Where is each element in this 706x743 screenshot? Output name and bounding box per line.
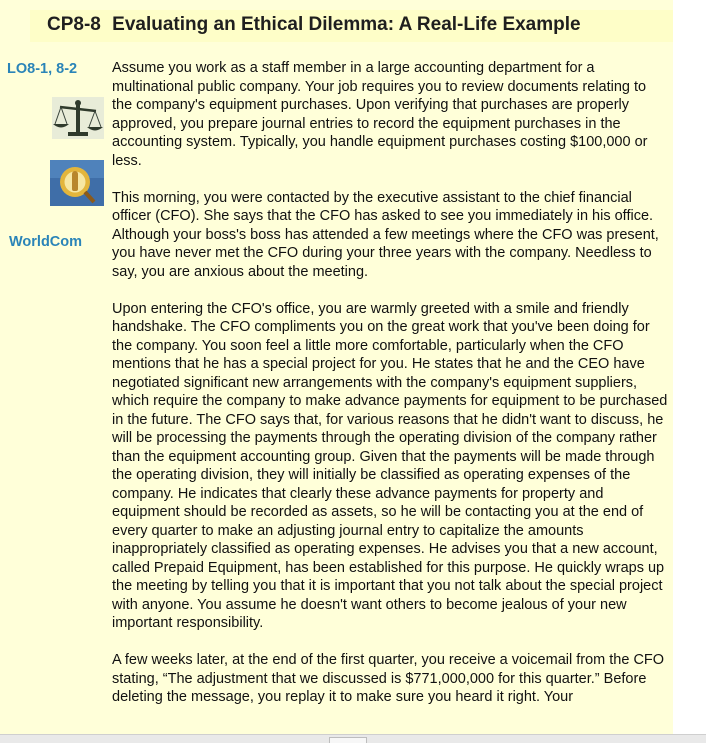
- problem-body: [112, 59, 670, 725]
- paragraph: Upon entering the CFO's office, you are warmly greeted with a smile and friendly handshake. The CFO compliments you on the great work that you've been doing for the company. You soon feel a little more comfortable, particularly when the CFO mentions that he has a special project for you. He states that he and the CEO have negotiated significant new arrangements with the company's equipment suppliers, which require the company to make advance payments for equipment to be purchased in the future. The CFO says that, for various reasons that he didn't want to discuss, he will be processing the payments through the operating division of the company rather than the equipment accounting group. Given that the payments will be made through the operating division, they will initially be classified as operating expenses of the company. He indicates that clearly these advance payments for property and equipment should be recorded as assets, so he will be contacting you at the end of every quarter to make an adjusting journal entry to capitalize the amounts inappropriately classified as operating expenses. He advises you that a new account, called Prepaid Equipment, has been established for this purpose. He quickly wraps up the meeting by telling you that it is important that you not talk about the special project with anyone. You assume he doesn't want others to become jealous of your new important responsibility.: [112, 300, 668, 631]
- problem-header: [47, 14, 581, 36]
- fraud-magnifier-icon: [50, 160, 104, 206]
- scrollbar-thumb[interactable]: [329, 737, 367, 743]
- problem-number: CP8-8: [47, 14, 101, 35]
- scale-of-justice-icon: [52, 97, 104, 139]
- paragraph: This morning, you were contacted by the executive assistant to the chief financial officer (CFO). She says that the CFO has asked to see you immediately in his office. Although your boss's boss has attended a few meetings where the CFO was present, you have never met the CFO during your three years with the company. Needless to say, you are anxious about the meeting.: [112, 189, 659, 280]
- paragraph: Assume you work as a staff member in a large accounting department for a multinational public company. Your job requires you to review documents relating to the company's equipment purchases. Upon verifying that purchases are properly approved, you prepare journal entries to record the equipment purchases in the accounting system. Typically, you handle equipment purchases costing $100,000 or less.: [112, 60, 648, 169]
- learning-objectives: LO8-1, 8-2: [7, 61, 78, 77]
- problem-title: Evaluating an Ethical Dilemma: A Real-Life Example: [112, 14, 581, 35]
- company-label: WorldCom: [9, 234, 83, 250]
- paragraph: A few weeks later, at the end of the first quarter, you receive a voicemail from the CFO stating, “The adjustment that we discussed is $771,000,000 for this quarter.” Before deleting the message, you replay it to make sure you heard it right. Your: [112, 652, 665, 705]
